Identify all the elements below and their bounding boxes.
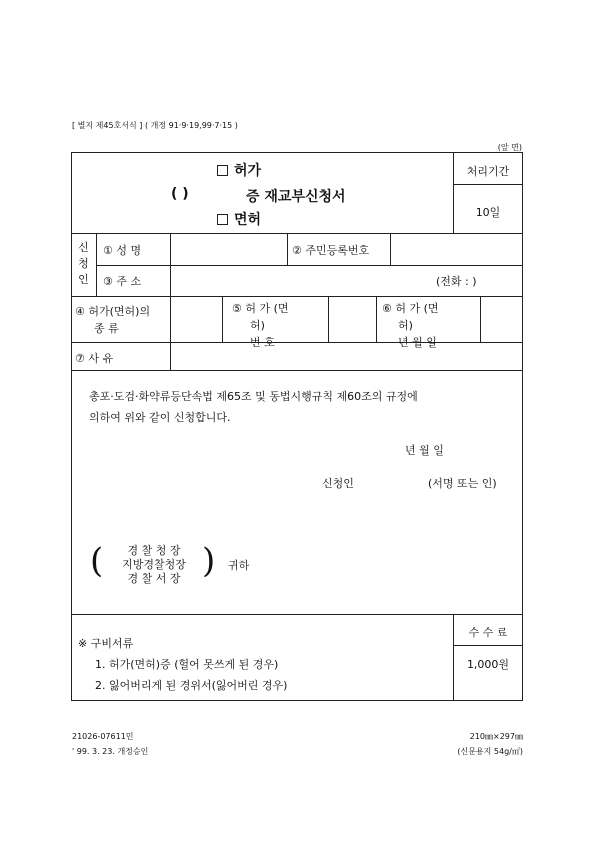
application-date: 년 월 일 — [405, 444, 444, 457]
phone-label: (전화 : ) — [436, 275, 477, 288]
permit-type-field[interactable] — [172, 298, 220, 340]
required-documents-header: ※ 구비서류 — [78, 637, 134, 650]
title-blank-parens: ( ) — [171, 186, 189, 202]
recipient-police-station: 경 찰 서 장 — [127, 572, 181, 585]
recipient-regional-police: 지방경찰청장 — [122, 558, 186, 571]
signer-label: 신청인 — [322, 477, 354, 490]
rrn-label: ② 주민등록번호 — [292, 244, 370, 257]
recipient-open-paren: ( — [90, 541, 104, 581]
permit-number-label: ⑤ 허 가 (면 허) 번 호 — [232, 302, 289, 349]
fee-value: 1,000원 — [466, 658, 510, 671]
option-permit[interactable]: 허가 — [217, 160, 261, 180]
permit-checkbox[interactable] — [217, 165, 228, 176]
declaration-text-line2: 의하여 위와 같이 신청합니다. — [89, 411, 231, 424]
name-field[interactable] — [172, 235, 285, 263]
license-checkbox[interactable] — [217, 214, 228, 225]
recipient-list — [108, 544, 200, 586]
address-field[interactable] — [172, 267, 432, 294]
recipient-close-paren: ) — [202, 541, 216, 581]
paper-size: 210㎜×297㎜ — [469, 732, 523, 741]
permit-number-field[interactable] — [330, 298, 374, 340]
signature-area[interactable]: (서명 또는 인) — [428, 477, 497, 490]
required-document-item: 1. 허가(면허)증 (헐어 못쓰게 된 경우) — [95, 658, 279, 671]
permit-type-label-2: 종 류 — [94, 322, 119, 335]
processing-period-label: 처리기간 — [466, 165, 510, 178]
processing-period-value: 10일 — [475, 206, 501, 219]
address-label: ③ 주 소 — [103, 275, 142, 288]
front-side-label: (앞 면) — [497, 143, 522, 152]
permit-type-label: ④ 허가(면허)의 — [75, 305, 151, 318]
required-document-item: 2. 잃어버리게 된 경위서(잃어버린 경우) — [95, 679, 288, 692]
form-title: 증 재교부신청서 — [246, 189, 346, 205]
rrn-field[interactable] — [392, 235, 521, 263]
permit-date-field[interactable] — [482, 298, 521, 340]
option-license[interactable]: 면허 — [217, 209, 261, 229]
approval-date: ' 99. 3. 23. 개정승인 — [72, 747, 149, 756]
declaration-text-line1: 총포·도검·화약류등단속법 제65조 및 동법시행규칙 제60조의 규정에 — [89, 390, 418, 403]
reason-field[interactable] — [172, 344, 521, 368]
fee-label: 수 수 료 — [468, 626, 508, 639]
name-label: ① 성 명 — [103, 244, 142, 257]
recipient-national-police: 경 찰 청 장 — [127, 544, 181, 557]
reason-label: ⑦ 사 유 — [75, 352, 114, 365]
permit-date-label: ⑥ 허 가 (면 허) 년 월 일 — [382, 302, 439, 349]
form-code: 21026-07611민 — [72, 732, 134, 741]
form-number-note: [ 별지 제45호서식 ] ( 개정 91·9·19,99·7·15 ) — [72, 121, 238, 130]
recipient-honorific: 귀하 — [228, 559, 250, 572]
applicant-group-label: 신 청 인 — [78, 241, 89, 286]
paper-type: (신문용지 54g/㎡) — [457, 747, 523, 756]
